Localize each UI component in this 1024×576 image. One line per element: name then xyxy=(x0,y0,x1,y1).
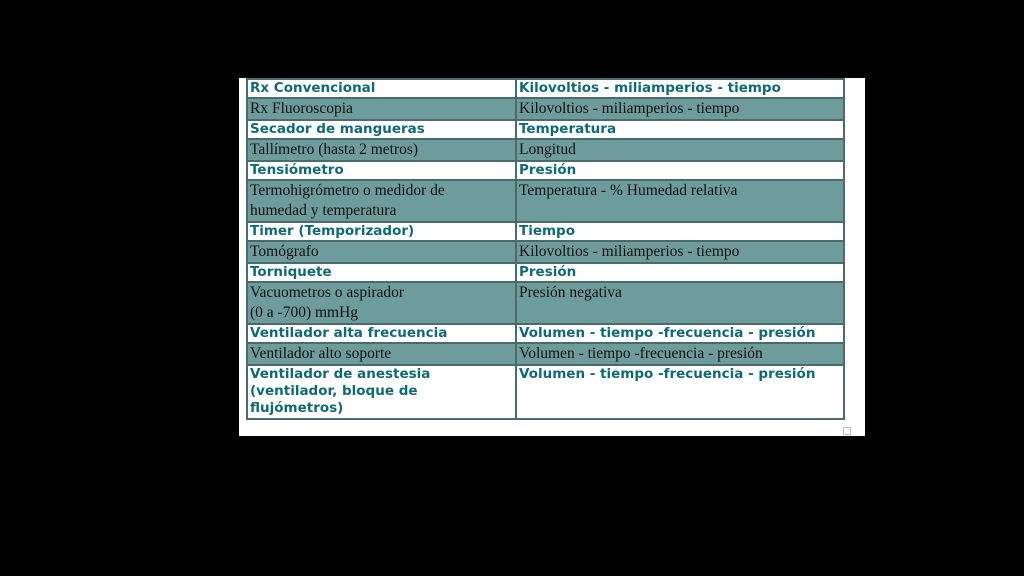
parameter-cell xyxy=(516,343,844,365)
cell-line: Rx Convencional xyxy=(250,80,376,96)
cell-line: Volumen - tiempo -frecuencia - presión xyxy=(519,345,763,362)
table-row xyxy=(247,282,844,324)
parameter-cell xyxy=(516,222,844,241)
table-row xyxy=(247,98,844,120)
cell-line: Tensiómetro xyxy=(250,162,344,178)
equipment-cell xyxy=(247,222,516,241)
parameter-cell xyxy=(516,161,844,180)
cell-line: Secador de mangueras xyxy=(250,121,425,137)
parameter-cell xyxy=(516,282,844,324)
parameter-cell xyxy=(516,79,844,98)
table-row xyxy=(247,343,844,365)
parameter-cell xyxy=(516,98,844,120)
cell-line: Tomógrafo xyxy=(250,243,319,260)
cell-line: Presión xyxy=(519,264,577,280)
equipment-cell xyxy=(247,120,516,139)
cell-line: Ventilador alta frecuencia xyxy=(250,325,448,341)
table-row xyxy=(247,222,844,241)
cell-line: Temperatura xyxy=(519,121,617,137)
table-row xyxy=(247,263,844,282)
cell-line: humedad y temperatura xyxy=(250,202,397,219)
cell-line: Volumen - tiempo -frecuencia - presión xyxy=(519,366,816,382)
equipment-cell xyxy=(247,324,516,343)
cell-line: Timer (Temporizador) xyxy=(250,223,415,239)
cell-line: Temperatura - % Humedad relativa xyxy=(519,182,738,199)
cell-line: (0 a -700) mmHg xyxy=(250,304,359,321)
cell-line: Tallímetro (hasta 2 metros) xyxy=(250,141,419,158)
equipment-cell xyxy=(247,343,516,365)
cell-line: Torniquete xyxy=(250,264,332,280)
equipment-cell xyxy=(247,241,516,263)
cell-line: Vacuometros o aspirador xyxy=(250,284,405,301)
equipment-cell xyxy=(247,98,516,120)
table-row xyxy=(247,79,844,98)
cell-line: Rx Fluoroscopia xyxy=(250,100,353,117)
table-row xyxy=(247,241,844,263)
cell-line: (ventilador, bloque de xyxy=(250,383,418,399)
cell-line: Kilovoltios - miliamperios - tiempo xyxy=(519,100,740,117)
cell-line: Volumen - tiempo -frecuencia - presión xyxy=(519,325,816,341)
equipment-cell xyxy=(247,139,516,161)
parameter-cell xyxy=(516,365,844,419)
cell-line: Kilovoltios - miliamperios - tiempo xyxy=(519,80,781,96)
equipment-parameters-table xyxy=(246,78,845,420)
equipment-cell xyxy=(247,282,516,324)
parameter-cell xyxy=(516,139,844,161)
cell-line: Presión xyxy=(519,162,577,178)
document-page xyxy=(239,78,865,436)
cell-line: Ventilador de anestesia xyxy=(250,366,431,382)
parameter-cell xyxy=(516,241,844,263)
cell-line: Ventilador alto soporte xyxy=(250,345,392,362)
cell-line: Presión negativa xyxy=(519,284,622,301)
cell-line: flujómetros) xyxy=(250,400,344,416)
equipment-cell xyxy=(247,79,516,98)
table-row xyxy=(247,161,844,180)
equipment-cell xyxy=(247,263,516,282)
equipment-cell xyxy=(247,161,516,180)
table-body xyxy=(247,79,844,419)
cell-line: Longitud xyxy=(519,141,576,158)
table-row xyxy=(247,324,844,343)
equipment-cell xyxy=(247,180,516,222)
parameter-cell xyxy=(516,324,844,343)
parameter-cell xyxy=(516,263,844,282)
parameter-cell xyxy=(516,120,844,139)
table-row xyxy=(247,365,844,419)
equipment-cell xyxy=(247,365,516,419)
table-resize-handle[interactable] xyxy=(843,427,851,435)
cell-line: Termohigrómetro o medidor de xyxy=(250,182,445,199)
parameter-cell xyxy=(516,180,844,222)
table-row xyxy=(247,180,844,222)
cell-line: Kilovoltios - miliamperios - tiempo xyxy=(519,243,740,260)
cell-line: Tiempo xyxy=(519,223,575,239)
table-row xyxy=(247,139,844,161)
table-row xyxy=(247,120,844,139)
